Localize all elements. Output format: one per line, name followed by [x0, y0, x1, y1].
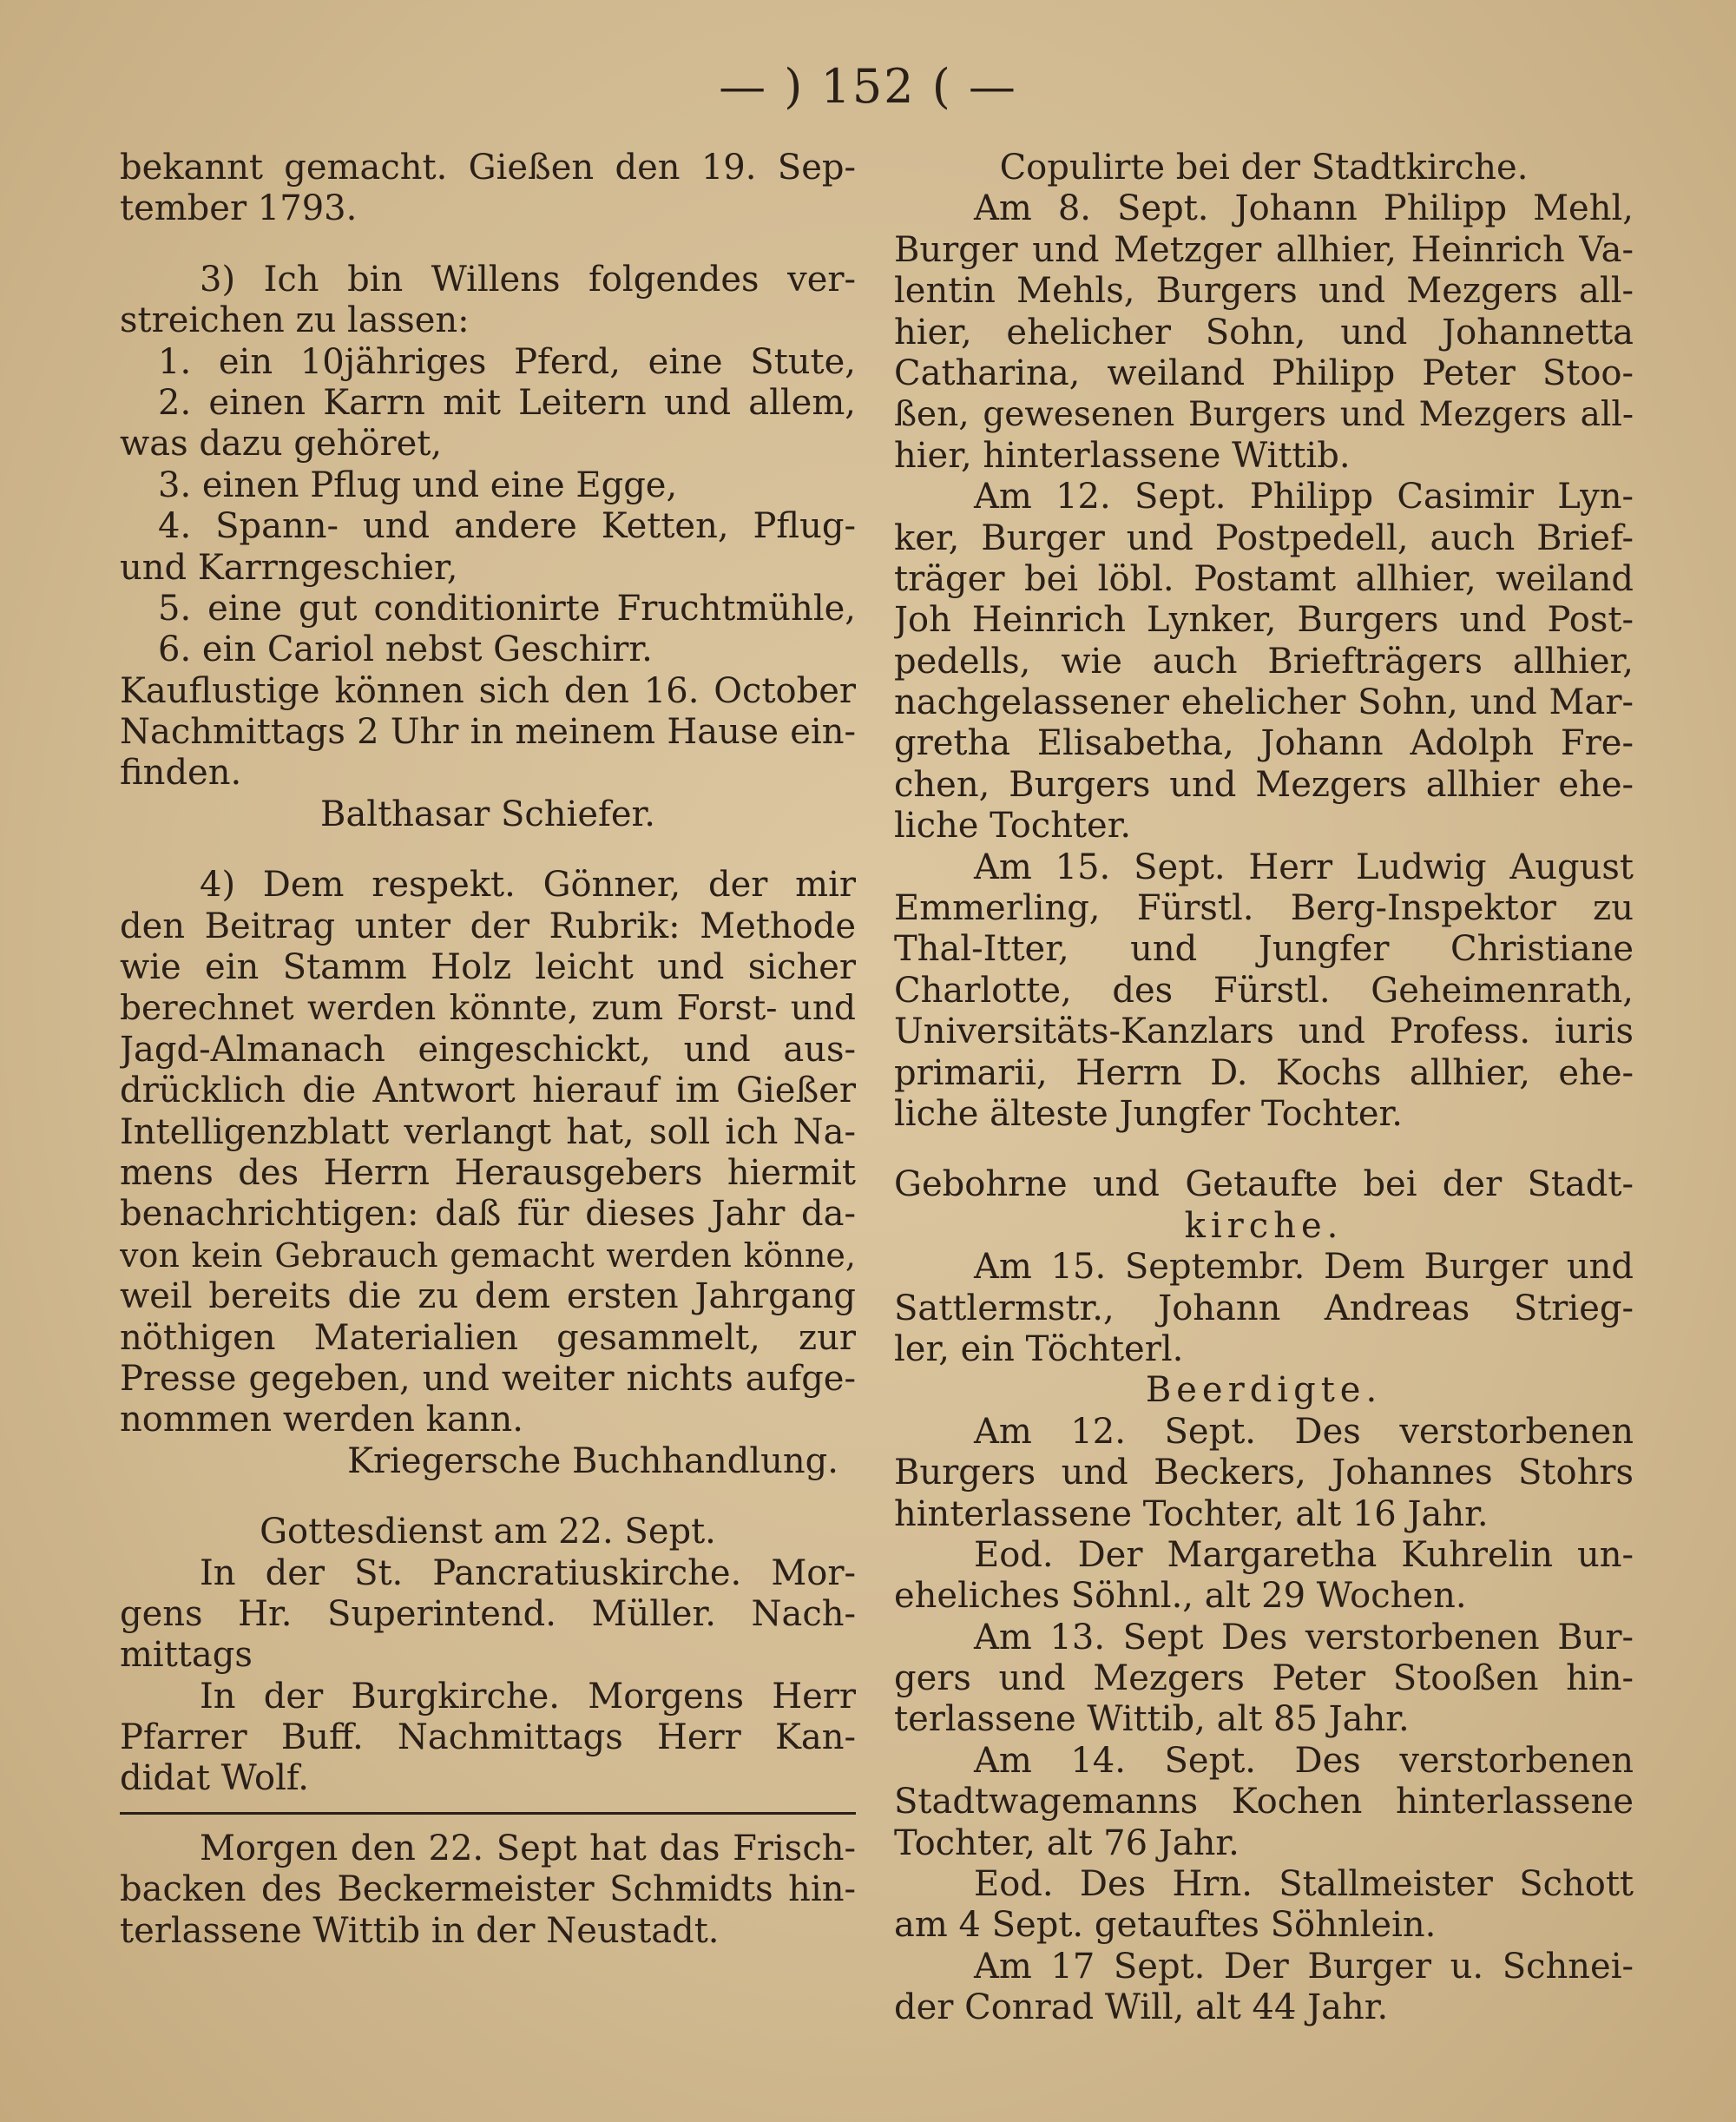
list-item: 2. einen Karrn mit Leitern und allem, — [158, 382, 856, 423]
text-line: Burgers und Beckers, Johannes Stohrs — [894, 1453, 1634, 1493]
text-line: Tochter, alt 76 Jahr. — [894, 1822, 1240, 1863]
text-line: und Karrngeschier, — [120, 547, 458, 588]
text-line: wie ein Stamm Holz leicht und sicher — [120, 947, 856, 988]
right-column — [894, 148, 1634, 2029]
text-line: Burger und Metzger allhier, Heinrich Va- — [894, 229, 1634, 270]
text-line: In der St. Pancratiuskirche. Mor- — [200, 1552, 856, 1593]
section-heading: kirche. — [1184, 1205, 1344, 1246]
left-column — [120, 148, 856, 1952]
text-line: Nachmittags 2 Uhr in meinem Hause ein- — [120, 712, 856, 753]
text-line: Charlotte, des Fürstl. Geheimenrath, — [894, 970, 1634, 1011]
text-line: liche Tochter. — [894, 806, 1132, 847]
list-item: 1. ein 10jähriges Pferd, eine Stute, — [158, 341, 856, 382]
text-line: ker, Burger und Postpedell, auch Brief- — [894, 517, 1634, 558]
text-line: benachrichtigen: daß für dieses Jahr da- — [120, 1194, 856, 1235]
list-item: 3. einen Pflug und eine Egge, — [158, 465, 678, 505]
text-line: Am 12. Sept. Philipp Casimir Lyn- — [974, 477, 1634, 517]
text-line: tember 1793. — [120, 188, 358, 229]
text-line: weil bereits die zu dem ersten Jahrgang — [120, 1276, 856, 1317]
signature-line: Balthasar Schiefer. — [320, 794, 655, 834]
text-line: Joh Heinrich Lynker, Burgers und Post- — [894, 600, 1634, 641]
text-line: Am 17 Sept. Der Burger u. Schnei- — [974, 1946, 1634, 1987]
text-line: Emmerling, Fürstl. Berg-Inspektor zu — [894, 888, 1634, 929]
text-line: lentin Mehls, Burgers und Mezgers all- — [894, 271, 1634, 312]
text-line: primarii, Herrn D. Kochs allhier, ehe- — [894, 1052, 1634, 1093]
text-line: der Conrad Will, alt 44 Jahr. — [894, 1987, 1389, 2028]
text-line: terlassene Wittib in der Neustadt. — [120, 1910, 720, 1951]
section-heading: Gottesdienst am 22. Sept. — [260, 1512, 716, 1552]
text-line: bekannt gemacht. Gießen den 19. Sep- — [120, 148, 856, 188]
text-line: am 4 Sept. getauftes Söhnlein. — [894, 1905, 1437, 1946]
text-line: 4) Dem respekt. Gönner, der mir — [200, 865, 856, 906]
text-line: Kauflustige können sich den 16. October — [120, 670, 856, 711]
text-line: Am 15. Septembr. Dem Burger und — [974, 1247, 1634, 1288]
text-line: hier, ehelicher Sohn, und Johannetta — [894, 312, 1634, 353]
text-line: finden. — [120, 753, 242, 794]
text-line: Am 15. Sept. Herr Ludwig August — [974, 847, 1634, 887]
text-line: ler, ein Töchterl. — [894, 1328, 1184, 1369]
text-line: berechnet werden könnte, zum Forst- und — [120, 989, 856, 1029]
text-line: hier, hinterlassene Wittib. — [894, 435, 1351, 476]
text-line: Morgen den 22. Sept hat das Frisch- — [200, 1828, 856, 1868]
page-number: — ) 152 ( — — [719, 59, 1017, 114]
list-item: 4. Spann- und andere Ketten, Pflug- — [158, 506, 856, 547]
text-line: Presse gegeben, und weiter nichts aufge- — [120, 1358, 856, 1399]
text-line: den Beitrag unter der Rubrik: Methode — [120, 906, 856, 946]
text-line: gretha Elisabetha, Johann Adolph Fre- — [894, 723, 1634, 764]
text-line: Universitäts-Kanzlars und Profess. iuris — [894, 1012, 1634, 1052]
section-heading: Gebohrne und Getaufte bei der Stadt- — [894, 1164, 1634, 1205]
section-heading: Copulirte bei der Stadtkirche. — [999, 148, 1529, 188]
text-line: Intelligenzblatt verlangt hat, soll ich Na- — [120, 1111, 856, 1152]
text-line: In der Burgkirche. Morgens Herr — [200, 1676, 856, 1717]
list-item: 6. ein Cariol nebst Geschirr. — [158, 629, 653, 670]
text-line: Stadtwagemanns Kochen hinterlassene — [894, 1782, 1634, 1822]
text-line: Catharina, weiland Philipp Peter Stoo- — [894, 353, 1634, 393]
text-line: Am 8. Sept. Johann Philipp Mehl, — [974, 188, 1634, 229]
text-line: mittags — [120, 1635, 253, 1676]
text-line: Sattlermstr., Johann Andreas Strieg- — [894, 1288, 1634, 1328]
text-line: nachgelassener ehelicher Sohn, und Mar- — [894, 682, 1634, 723]
text-line: Jagd-Almanach eingeschickt, und aus- — [120, 1029, 856, 1070]
text-line: Eod. Des Hrn. Stallmeister Schott — [974, 1864, 1634, 1905]
text-line: drücklich die Antwort hierauf im Gießer — [120, 1071, 856, 1111]
text-line: gers und Mezgers Peter Stooßen hin- — [894, 1658, 1634, 1699]
text-line: träger bei löbl. Postamt allhier, weiland — [894, 558, 1634, 599]
signature-line: Kriegersche Buchhandlung. — [347, 1440, 838, 1481]
text-line: von kein Gebrauch gemacht werden könne, — [120, 1236, 856, 1275]
text-line: nommen werden kann. — [120, 1400, 523, 1440]
list-item: 5. eine gut conditionirte Fruchtmühle, — [158, 588, 856, 629]
text-line: Am 13. Sept Des verstorbenen Bur- — [974, 1617, 1634, 1657]
text-line: terlassene Wittib, alt 85 Jahr. — [894, 1699, 1410, 1740]
text-line: ßen, gewesenen Burgers und Mezgers all- — [894, 395, 1634, 435]
text-line: chen, Burgers und Mezgers allhier ehe- — [894, 764, 1634, 805]
text-line: Pfarrer Buff. Nachmittags Herr Kan- — [120, 1717, 856, 1758]
text-line: streichen zu lassen: — [120, 300, 470, 341]
text-line: gens Hr. Superintend. Müller. Nach- — [120, 1593, 856, 1634]
text-line: mens des Herrn Herausgebers hiermit — [120, 1152, 856, 1193]
text-line: eheliches Söhnl., alt 29 Wochen. — [894, 1576, 1467, 1617]
text-line: backen des Beckermeister Schmidts hin- — [120, 1869, 856, 1910]
text-line: Eod. Der Margaretha Kuhrelin un- — [974, 1534, 1634, 1575]
text-line: Am 14. Sept. Des verstorbenen — [974, 1740, 1634, 1781]
text-line: 3) Ich bin Willens folgendes ver- — [200, 259, 856, 300]
text-line: liche älteste Jungfer Tochter. — [894, 1093, 1403, 1134]
section-heading: Beerdigte. — [1145, 1370, 1383, 1411]
text-line: Thal-Itter, und Jungfer Christiane — [894, 929, 1634, 970]
divider-rule — [120, 1812, 856, 1815]
text-line: nöthigen Materialien gesammelt, zur — [120, 1317, 856, 1358]
text-line: didat Wolf. — [120, 1758, 310, 1799]
text-line: was dazu gehöret, — [120, 424, 443, 465]
text-line: Am 12. Sept. Des verstorbenen — [974, 1411, 1634, 1452]
text-line: pedells, wie auch Briefträgers allhier, — [894, 641, 1634, 682]
text-line: hinterlassene Tochter, alt 16 Jahr. — [894, 1493, 1489, 1534]
